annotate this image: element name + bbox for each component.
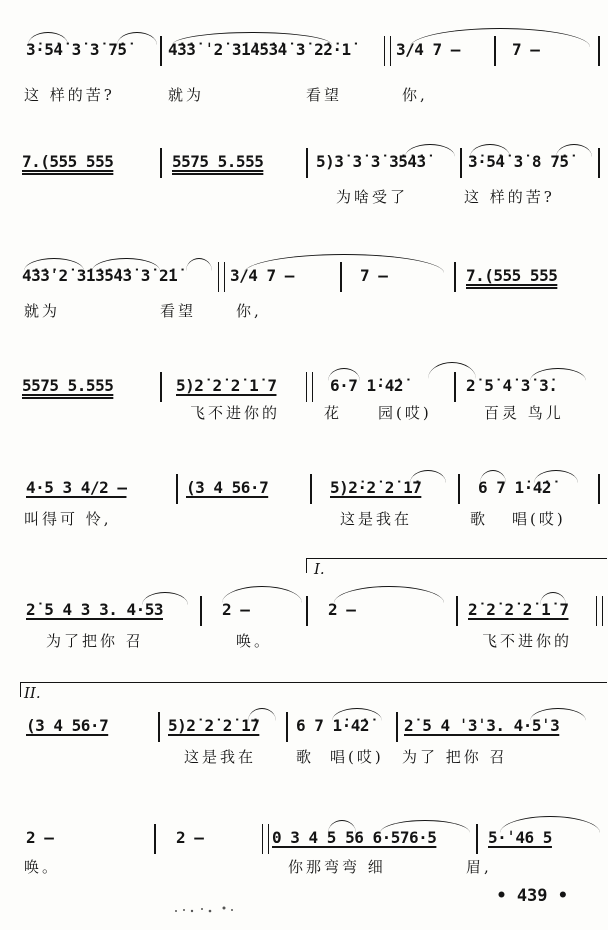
notes-row	[0, 478, 608, 504]
tie	[244, 254, 444, 273]
barline	[598, 474, 600, 504]
measure-notes: 7.(555 555	[22, 152, 114, 171]
measure-notes: 4̇3̇3̇ ˈ2̇ 3̇1̇4̇5̇3̇4̇ 3̇ 2̇2̇·1̇	[168, 40, 351, 59]
lyric-text: 你,	[402, 86, 428, 104]
slur	[556, 144, 592, 157]
page-number: • 439 •	[496, 886, 568, 906]
barline	[476, 824, 478, 854]
measure-notes: 5575 5.555	[172, 152, 264, 171]
lyric-text: 就为	[24, 302, 61, 320]
slur	[405, 144, 455, 157]
slur	[328, 368, 360, 381]
lyric-text: 这是我在	[184, 748, 257, 766]
slur	[410, 470, 446, 483]
tie	[222, 586, 302, 603]
lyric-text: 花	[324, 404, 343, 422]
lyric-text: 看望	[306, 86, 343, 104]
barline	[306, 596, 308, 626]
measure-notes: 6 7 1̇·4̇2̇	[296, 716, 370, 735]
slur	[380, 820, 470, 833]
barline	[154, 824, 156, 854]
barline	[598, 36, 600, 66]
lyric-text: 你,	[236, 302, 262, 320]
lyric-text: 这 样的苦?	[24, 86, 115, 104]
measure-notes: 3̇·5̇4̇ 3̇ 3̇ 7̇5̇	[26, 40, 127, 59]
barline	[286, 712, 288, 742]
tie	[334, 586, 444, 603]
lyrics-row	[0, 630, 608, 654]
lyric-text: 叫得可 怜,	[24, 510, 112, 528]
measure-notes: 2 –	[26, 828, 54, 847]
barline	[160, 372, 162, 402]
repeat-barline	[306, 372, 313, 402]
print-smudge	[172, 905, 242, 915]
measure-notes: 5575 5.555	[22, 376, 114, 395]
measure-notes: 5)2̇·2̇ 2̇ 1̇7	[330, 478, 422, 497]
lyric-text: 园(哎)	[378, 404, 432, 422]
notes-row	[0, 152, 608, 178]
slur	[328, 820, 356, 833]
lyric-text: 歌	[296, 748, 315, 766]
lyric-text: 歌	[470, 510, 489, 528]
slur	[530, 708, 586, 721]
lyric-text: 飞不进你的	[482, 632, 573, 650]
lyric-text: 眉,	[466, 858, 492, 876]
measure-notes: 3̇·5̇4̇ 3̇ 8 7̇5̇	[468, 152, 569, 171]
lyrics-row	[0, 856, 608, 880]
lyric-text: 唱(哎)	[512, 510, 566, 528]
measure-notes: 6 7 1̇·4̇2̇	[478, 478, 552, 497]
lyric-text: 看望	[160, 302, 197, 320]
volta-label: I.	[314, 560, 325, 578]
slur	[24, 258, 84, 271]
double-barline	[262, 824, 269, 854]
measure-notes: 3/4 7 –	[230, 266, 294, 285]
lyric-text: 为了 把你 召	[402, 748, 508, 766]
slur	[470, 144, 510, 157]
notes-row	[0, 716, 608, 742]
volta-bracket	[20, 682, 607, 697]
lyric-text: 唤。	[236, 632, 273, 650]
measure-notes: 5·ˈ46 5	[488, 828, 552, 847]
slur	[117, 32, 157, 45]
measure-notes: 2̇ 5̇ 4̇ 3̇ 3̇.	[466, 376, 558, 395]
slur	[248, 708, 276, 721]
barline	[306, 148, 308, 178]
slur	[428, 362, 476, 379]
barline	[460, 148, 462, 178]
lyrics-row	[0, 186, 608, 210]
barline	[160, 36, 162, 66]
repeat-barline	[596, 596, 603, 626]
lyric-text: 为了把你 召	[46, 632, 144, 650]
volta-bracket	[306, 558, 607, 573]
lyrics-row	[0, 84, 608, 108]
barline	[310, 474, 312, 504]
measure-notes: 7 –	[360, 266, 388, 285]
slur	[540, 592, 566, 605]
lyric-text: 为啥受了	[336, 188, 409, 206]
measure-notes: 5)3̇ 3̇ 3̇ 3̇5̇4̇3̇	[316, 152, 426, 171]
slur	[172, 32, 332, 45]
measure-notes: 2̇ 5 4 3 3. 4·53	[26, 600, 163, 619]
barline	[176, 474, 178, 504]
measure-notes: 4̇3̇3̇ˈ2̇ 3̇1̇3̇5̇4̇3̇ 3̇ 2̇1̇	[22, 266, 178, 285]
notes-row	[0, 600, 608, 626]
measure-notes: 3/4 7 –	[396, 40, 460, 59]
lyric-text: 这是我在	[340, 510, 413, 528]
measure-notes: 0 3 4 5 56 6·576·5	[272, 828, 437, 847]
measure-notes: 7 –	[512, 40, 540, 59]
barline	[200, 596, 202, 626]
measure-notes: 2 –	[328, 600, 356, 619]
barline	[456, 596, 458, 626]
barline	[454, 262, 456, 292]
lyrics-row	[0, 508, 608, 532]
lyric-text: 唱(哎)	[330, 748, 384, 766]
lyric-text: 百灵 鸟儿	[484, 404, 564, 422]
lyric-text: 这 样的苦?	[464, 188, 555, 206]
slur	[92, 258, 160, 271]
lyric-text: 飞不进你的	[190, 404, 281, 422]
tie	[410, 28, 590, 47]
measure-notes: 2 –	[176, 828, 204, 847]
measure-notes: 4·5 3 4/2 –	[26, 478, 127, 497]
slur	[186, 258, 212, 271]
measure-notes: 5)2̇ 2̇ 2̇ 1̇7	[168, 716, 260, 735]
measure-notes: 7.(555 555	[466, 266, 558, 285]
slur	[534, 470, 578, 483]
measure-notes: (3 4 56·7	[186, 478, 269, 497]
lyric-text: 就为	[168, 86, 205, 104]
lyrics-row	[0, 402, 608, 426]
barline	[158, 712, 160, 742]
measure-notes: 2̇ 2̇ 2̇ 2̇ 1̇ 7	[468, 600, 569, 619]
measure-notes: 5)2̇ 2̇ 2̇ 1̇ 7	[176, 376, 277, 395]
lyrics-row	[0, 300, 608, 324]
measure-notes: 6·7 1̇·4̇2̇	[330, 376, 404, 395]
tie	[500, 816, 600, 833]
slur	[332, 708, 382, 721]
double-barline	[218, 262, 225, 292]
slur	[28, 32, 68, 45]
lyric-text: 唤。	[24, 858, 61, 876]
lyric-text: 你那弯弯 细	[288, 858, 386, 876]
measure-notes: 2 –	[222, 600, 250, 619]
slur	[530, 368, 586, 381]
volta-label: II.	[24, 684, 41, 702]
measure-notes: 2̇ 5 4 ˈ3ˈ3. 4·5ˈ3	[404, 716, 560, 735]
barline	[396, 712, 398, 742]
barline	[458, 474, 460, 504]
notes-row	[0, 376, 608, 402]
lyrics-row	[0, 746, 608, 770]
slur	[142, 592, 188, 605]
barline	[160, 148, 162, 178]
slur	[480, 470, 506, 483]
barline	[598, 148, 600, 178]
double-barline	[384, 36, 391, 66]
measure-notes: (3 4 56·7	[26, 716, 109, 735]
